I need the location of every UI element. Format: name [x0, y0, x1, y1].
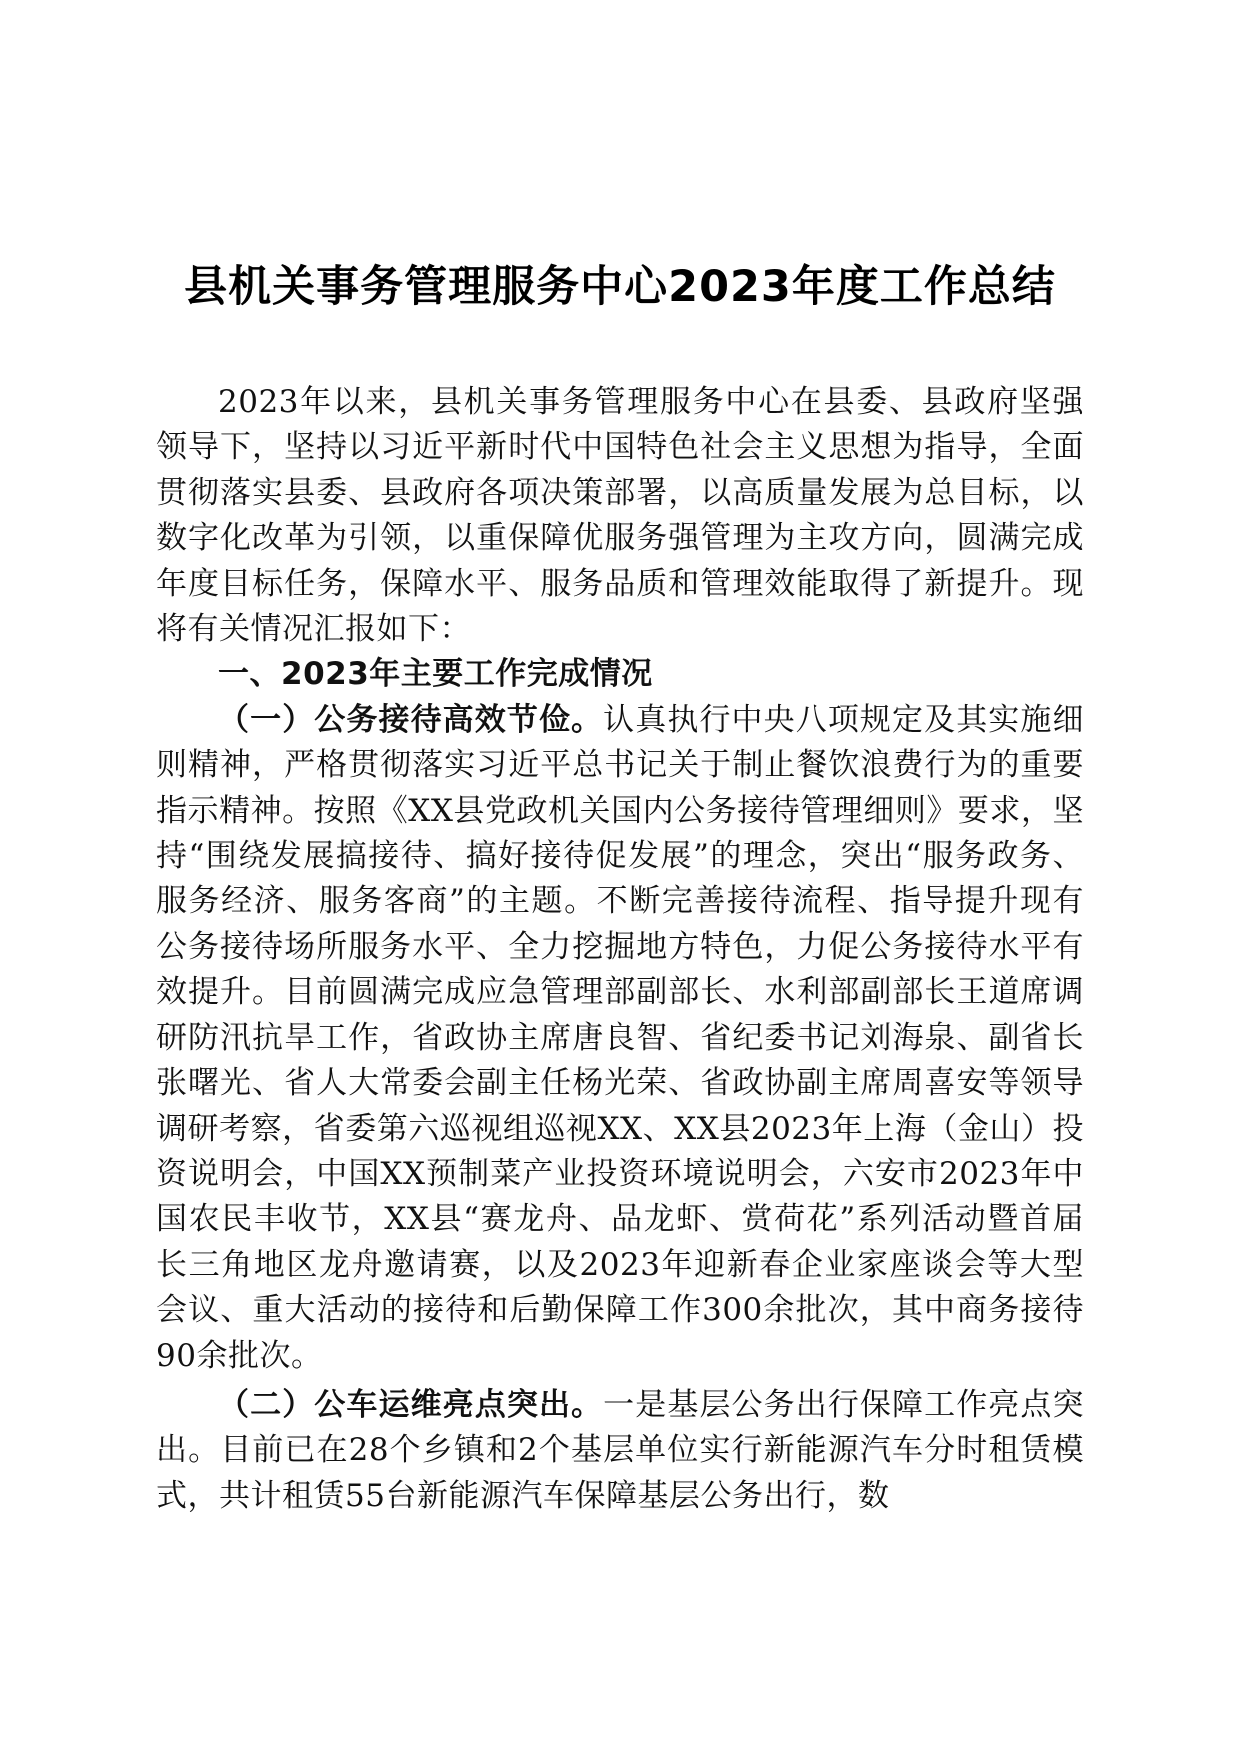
item-2-paragraph — [156, 1383, 1084, 1519]
item-2-lead: （二）公车运维亮点突出。 — [218, 1386, 604, 1423]
item-1-paragraph — [156, 698, 1084, 1379]
document-body — [156, 380, 1084, 1519]
item-1-text: 认真执行中央八项规定及其实施细则精神，严格贯彻落实习近平总书记关于制止餐饮浪费行为的重要指示精神。按照《XX县党政机关国内公务接待管理细则》要求，坚持“围绕发展搞接待、搞好接待促发展”的理念，突出“服务政务、服务经济、服务客商”的主题。不断完善接待流程、指导提升现有公务接待场所服务水平、全力挖掘地方特色，力促公务接待水平有效提升。目前圆满完成应急管理部副部长、水利部副部长王道席调研防汛抗旱工作，省政协主席唐良智、省纪委书记刘海泉、副省长张曙光、省人大常委会副主任杨光荣、省政协副主席周喜安等领导调研考察，省委第六巡视组巡视XX、XX县2023年上海（金山）投资说明会，中国XX预制菜产业投资环境说明会，六安市2023年中国农民丰收节，XX县“赛龙舟、品龙虾、赏荷花”系列活动暨首届长三角地区龙舟邀请赛，以及2023年迎新春企业家座谈会等大型会议、重大活动的接待和后勤保障工作300余批次，其中商务接待90余批次。 — [156, 701, 1085, 1374]
section-heading: 一、2023年主要工作完成情况 — [218, 656, 653, 693]
item-2-text: 一是基层公务出行保障工作亮点突出。目前已在28个乡镇和2个基层单位实行新能源汽车分时租赁模式，共计租赁55台新能源汽车保障基层公务出行，数 — [156, 1386, 1085, 1514]
item-1-lead: （一）公务接待高效节俭。 — [218, 701, 604, 738]
intro-paragraph: 2023年以来，县机关事务管理服务中心在县委、县政府坚强领导下，坚持以习近平新时代中国特色社会主义思想为指导，全面贯彻落实县委、县政府各项决策部署，以高质量发展为总目标，以数字化改革为引领，以重保障优服务强管理为主攻方向，圆满完成年度目标任务，保障水平、服务品质和管理效能取得了新提升。现将有关情况汇报如下： — [156, 384, 1084, 648]
document-title: 县机关事务管理服务中心2023年度工作总结 — [184, 261, 1056, 312]
